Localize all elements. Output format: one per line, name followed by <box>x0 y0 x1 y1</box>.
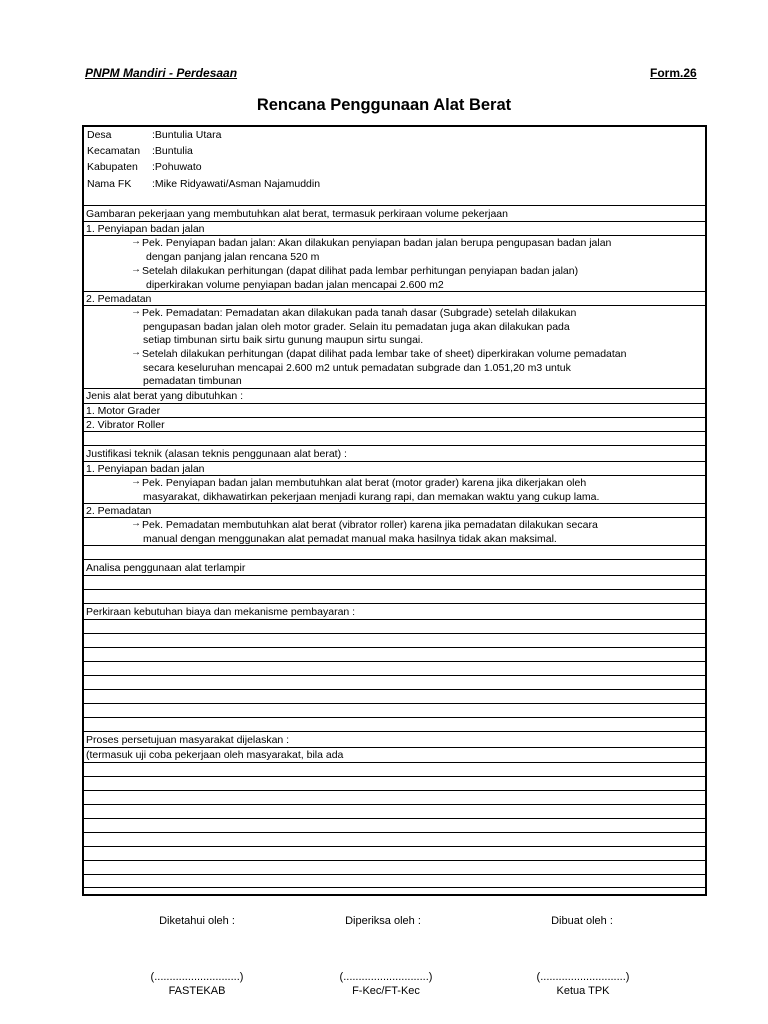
justifikasi-item-1-text: masyarakat, dikhawatirkan pekerjaan menjadi kurang rapi, dan memakan waktu yang cukup lama. <box>143 491 600 503</box>
row-divider <box>84 431 705 432</box>
row-divider <box>84 589 705 590</box>
gambaran-item-2-text: setiap timbunan sirtu baik sirtu gunung maupun sirtu sungai. <box>143 334 424 346</box>
identity-value-desa: :Buntulia Utara <box>152 129 222 141</box>
jenis-item-1: 1. Motor Grader <box>86 405 161 417</box>
page-title: Rencana Penggunaan Alat Berat <box>256 96 512 114</box>
program-name: PNPM Mandiri - Perdesaan <box>85 66 238 80</box>
gambaran-item-2: 2. Pemadatan <box>86 293 152 305</box>
signature-caption-diketahui: Diketahui oleh : <box>159 915 235 927</box>
gambaran-item-2-text: pemadatan timbunan <box>143 375 242 387</box>
arrow-icon: → <box>131 476 141 487</box>
row-divider <box>84 205 705 206</box>
gambaran-item-1-text: Setelah dilakukan perhitungan (dapat dilihat pada lembar perhitungan penyiapan badan jalan) <box>142 265 579 277</box>
jenis-item-2: 2. Vibrator Roller <box>86 419 165 431</box>
analisa-heading: Analisa penggunaan alat terlampir <box>86 562 246 574</box>
signature-caption-diperiksa: Diperiksa oleh : <box>345 915 421 927</box>
identity-label-kabupaten: Kabupaten <box>87 161 138 173</box>
gambaran-item-1: 1. Penyiapan badan jalan <box>86 223 205 235</box>
identity-label-nama-fk: Nama FK <box>87 178 132 190</box>
justifikasi-item-2: 2. Pemadatan <box>86 505 152 517</box>
row-divider <box>84 832 705 833</box>
row-divider <box>84 675 705 676</box>
arrow-icon: → <box>131 347 141 358</box>
signature-role-fkec: F-Kec/FT-Kec <box>352 985 420 997</box>
arrow-icon: → <box>131 236 141 247</box>
justifikasi-item-2-text: manual dengan menggunakan alat pemadat manual maka hasilnya tidak akan maksimal. <box>143 533 557 545</box>
row-divider <box>84 445 705 446</box>
row-divider <box>84 804 705 805</box>
row-divider <box>84 776 705 777</box>
row-divider <box>84 717 705 718</box>
justifikasi-item-2-text: Pek. Pemadatan membutuhkan alat berat (vibrator roller) karena jika pemadatan dilakukan secara <box>142 519 598 531</box>
signature-role-fastekab: FASTEKAB <box>168 985 226 997</box>
gambaran-heading: Gambaran pekerjaan yang membutuhkan alat berat, termasuk perkiraan volume pekerjaan <box>86 208 508 220</box>
row-divider <box>84 661 705 662</box>
row-divider <box>84 860 705 861</box>
proses-subheading: (termasuk uji coba pekerjaan oleh masyarakat, bila ada <box>86 749 344 761</box>
identity-value-kabupaten: :Pohuwato <box>152 161 202 173</box>
row-divider <box>84 818 705 819</box>
identity-value-nama-fk: :Mike Ridyawati/Asman Najamuddin <box>152 178 321 190</box>
row-divider <box>84 503 705 504</box>
gambaran-item-2-text: secara keseluruhan mencapai 2.600 m2 untuk pemadatan subgrade dan 1.051,20 m3 untuk <box>143 362 571 374</box>
row-divider <box>84 291 705 292</box>
row-divider <box>84 703 705 704</box>
arrow-icon: → <box>131 264 141 275</box>
row-divider <box>84 417 705 418</box>
row-divider <box>84 790 705 791</box>
row-divider <box>84 874 705 875</box>
gambaran-item-1-text: diperkirakan volume penyiapan badan jalan mencapai 2.600 m2 <box>146 279 444 291</box>
row-divider <box>84 603 705 604</box>
gambaran-item-2-text: Setelah dilakukan perhitungan (dapat dilihat pada lembar take of sheet) diperkirakan volume pemadatan <box>142 348 627 360</box>
justifikasi-item-1: 1. Penyiapan badan jalan <box>86 463 205 475</box>
row-divider <box>84 887 705 888</box>
signature-caption-dibuat: Dibuat oleh : <box>551 915 613 927</box>
row-divider <box>84 575 705 576</box>
justifikasi-item-1-text: Pek. Penyiapan badan jalan membutuhkan alat berat (motor grader) karena jika dikerjakan oleh <box>142 477 587 489</box>
gambaran-item-1-text: dengan panjang jalan rencana 520 m <box>146 251 320 263</box>
signature-role-ketua-tpk: Ketua TPK <box>556 985 610 997</box>
row-divider <box>84 559 705 560</box>
biaya-heading: Perkiraan kebutuhan biaya dan mekanisme pembayaran : <box>86 606 356 618</box>
signature-blank-ketua-tpk: (............................) <box>536 971 630 983</box>
signature-blank-fkec: (............................) <box>339 971 433 983</box>
row-divider <box>84 403 705 404</box>
form-table <box>82 125 707 896</box>
arrow-icon: → <box>131 306 141 317</box>
signature-blank-fastekab: (............................) <box>150 971 244 983</box>
gambaran-item-2-text: Pek. Pemadatan: Pemadatan akan dilakukan pada tanah dasar (Subgrade) setelah dilakukan <box>142 307 577 319</box>
justifikasi-heading: Justifikasi teknik (alasan teknis penggunaan alat berat) : <box>86 448 347 460</box>
arrow-icon: → <box>131 518 141 529</box>
jenis-heading: Jenis alat berat yang dibutuhkan : <box>86 390 244 402</box>
row-divider <box>84 846 705 847</box>
form-number: Form.26 <box>650 66 697 80</box>
row-divider <box>84 619 705 620</box>
row-divider <box>84 647 705 648</box>
identity-label-desa: Desa <box>87 129 112 141</box>
gambaran-item-1-text: Pek. Penyiapan badan jalan: Akan dilakukan penyiapan badan jalan berupa pengupasan badan jalan <box>142 237 612 249</box>
gambaran-item-2-text: pengupasan badan jalan oleh motor grader. Selain itu pemadatan juga akan dilakukan pada <box>143 321 570 333</box>
identity-label-kecamatan: Kecamatan <box>87 145 141 157</box>
row-divider <box>84 762 705 763</box>
row-divider <box>84 545 705 546</box>
identity-value-kecamatan: :Buntulia <box>152 145 193 157</box>
row-divider <box>84 731 705 732</box>
proses-heading: Proses persetujuan masyarakat dijelaskan : <box>86 734 290 746</box>
row-divider <box>84 689 705 690</box>
row-divider <box>84 633 705 634</box>
